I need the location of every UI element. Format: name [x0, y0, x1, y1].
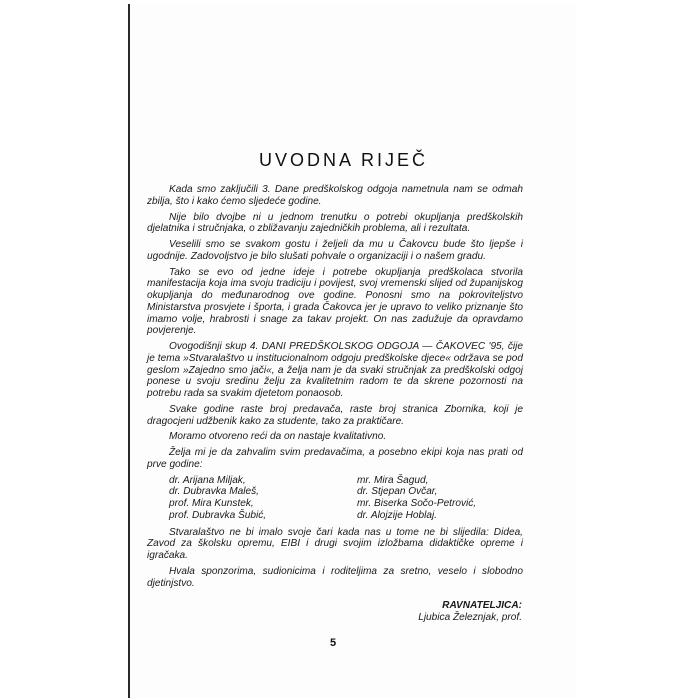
signature-name: Ljubica Železnjak, prof. [418, 612, 522, 623]
person-name: dr. Dubravka Maleš, [169, 486, 259, 498]
person-name: dr. Stjepan Ovčar, [357, 486, 438, 498]
person-name: dr. Alojzije Hoblaj. [357, 509, 438, 521]
paragraph-3: Veselili smo se svakom gostu i željeli da mu u Čakovcu bude što ljepše i ugodnije. Zadovoljstvo je bilo slušati pohvale o organizaciji i o našem gradu. [147, 239, 523, 262]
signature-block [396, 600, 522, 624]
body-text [147, 184, 523, 593]
paragraph-5: Ovogodišnji skup 4. DANI PREDŠKOLSKOG ODGOJA — ČAKOVEC '95, čije je tema »Stvaralaštvo u institucionalnom odgoju predškolske djece« održava se pod geslom »Zajedno smo jači«, a želja nam je da svaki stručnjak za predškolski odgoj ponese u svoju sredinu želju za kvalitetnim radom te da skrene pozornosti na potrebu rada sa svakim djetetom ponaosob. [147, 341, 523, 399]
signature-role: RAVNATELJICA: [442, 600, 522, 611]
person-name: prof. Mira Kunstek, [169, 498, 254, 510]
paragraph-8: Želja mi je da zahvalim svim predavačima, a posebno ekipi koja nas prati od prve godine: [147, 447, 523, 470]
page-number: 5 [329, 637, 337, 649]
scan-margin-left [0, 0, 128, 700]
paragraph-6: Svake godine raste broj predavača, raste broj stranica Zbornika, koji je dragocjeni udžbenik kako za studente, tako za praktičare. [147, 403, 523, 427]
acknowledged-people-list [147, 475, 523, 522]
page-title: UVODNA RIJEČ [259, 150, 429, 170]
person-name: mr. Biserka Sočo-Petrović, [357, 498, 477, 510]
paragraph-2: Nije bilo dvojbe ni u jednom trenutku o potrebi okupljanja predškolskih djelatnika i stručnjaka, o zbližavanju zajedničkih problema, ali i rezultata. [147, 211, 523, 235]
person-name: mr. Mira Šagud, [357, 474, 429, 486]
person-name: dr. Arijana Miljak, [169, 474, 246, 486]
paragraph-4: Tako se evo od jedne ideje i potrebe okupljanja predškolaca stvorila manifestacija koja ima svoju tradiciju i povijest, svoj vremenski slijed od županijskog okupljanja do međunarodnog ove godine. Ponosni smo na pokroviteljstvo Ministarstva prosvjete i športa, i grada Čakovca jer je upravo to veliko priznanje što imamo volje, hrabrosti i snage za takav projekt. On nas zadužuje da opravdamo povjerenje. [147, 266, 523, 337]
scan-margin-right [576, 0, 700, 700]
person-name: prof. Dubravka Šubić, [169, 509, 267, 521]
paragraph-7: Moramo otvoreno reći da on nastaje kvalitativno. [169, 431, 387, 443]
closing-paragraph-1: Stvaralaštvo ne bi imalo svoje čari kada nas u tome ne bi slijedila: Didea, Zavod za školsku opremu, EIBI i drugi svojim izložbama didaktičke opreme i igračaka. [147, 526, 523, 562]
paragraph-1: Kada smo zaključili 3. Dane predškolskog odgoja nametnula nam se odmah zbilja, što i kako ćemo sljedeće godine. [147, 184, 523, 207]
closing-paragraph-2: Hvala sponzorima, sudionicima i roditeljima za sretno, veselo i slobodno djetinjstvo. [147, 565, 523, 589]
